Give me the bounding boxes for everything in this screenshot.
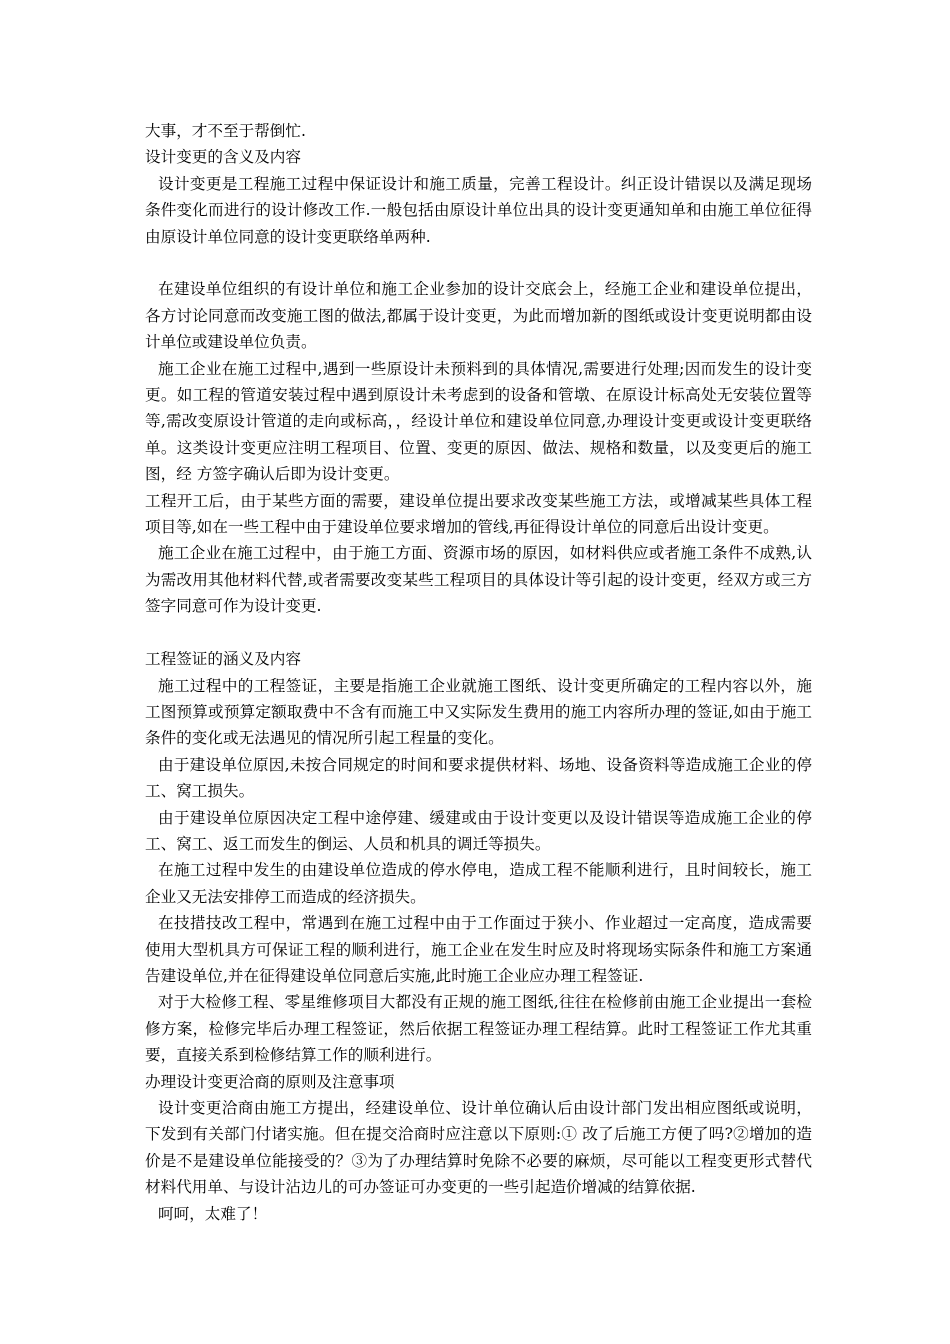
paragraph-construction-unforeseen: 施工企业在施工过程中,遇到一些原设计未预料到的具体情况,需要进行处理;因而发生的设计变更。如工程的管道安装过程中遇到原设计未考虑到的设备和管墩、在原设计标高处无安装位置等等,需改变原设计管道的走向或标高，，经设计单位和建设单位同意,办理设计变更或设计变更联络单。这类设计变更应注明工程项目、位置、变更的原因、做法、规格和数量，以及变更后的施工图，经 方签字确认后即为设计变更。 xyxy=(145,359,812,484)
paragraph-visa-delay-supply: 由于建设单位原因,未按合同规定的时间和要求提供材料、场地、设备资料等造成施工企业的停工、窝工损失。 xyxy=(145,755,812,801)
paragraph-visa-definition: 施工过程中的工程签证，主要是指施工企业就施工图纸、设计变更所确定的工程内容以外，施工图预算或预算定额取费中不含有而施工中又实际发生费用的施工内容所办理的签证,如由于施工条件的变化或无法遇见的情况所引起工程量的变化。 xyxy=(145,676,812,748)
paragraph-closing-remark: 呵呵，太难了！ xyxy=(158,1204,268,1223)
paragraph-material-substitution: 施工企业在施工过程中，由于施工方面、资源市场的原因，如材料供应或者施工条件不成熟,认为需改用其他材料代替,或者需要改变某些工程项目的具体设计等引起的设计变更，经双方或三方签字同意可作为设计变更. xyxy=(145,544,812,616)
paragraph-visa-suspension: 由于建设单位原因决定工程中途停建、缓建或由于设计变更以及设计错误等造成施工企业的停工、窝工、返工而发生的倒运、人员和机具的调迁等损失。 xyxy=(145,808,812,853)
section-heading-negotiation-principles: 办理设计变更洽商的原则及注意事项 xyxy=(145,1072,395,1091)
paragraph-visa-power-outage: 在施工过程中发生的由建设单位造成的停水停电，造成工程不能顺利进行，且时间较长，施工企业又无法安排停工而造成的经济损失。 xyxy=(145,861,812,906)
paragraph-negotiation-principles: 设计变更洽商由施工方提出，经建设单位、设计单位确认后由设计部门发出相应图纸或说明，下发到有关部门付诸实施。但在提交洽商时应注意以下原则:① 改了后施工方便了吗?②增加的造价是不是建设单位能接受的？③为了办理结算时免除不必要的麻烦，尽可能以工程变更形式替代材料代用单、与设计沾边儿的可办签证可办变更的一些引起造价增减的结算依据. xyxy=(145,1099,812,1197)
section-heading-design-change: 设计变更的含义及内容 xyxy=(145,148,301,167)
paragraph-continuation: 大事，才不至于帮倒忙. xyxy=(145,122,306,140)
paragraph-visa-technical-renovation: 在技措技改工程中，常遇到在施工过程中由于工作面过于狭小、作业超过一定高度，造成需要使用大型机具方可保证工程的顺利进行，施工企业在发生时应及时将现场实际条件和施工方案通告建设单位,并在征得建设单位同意后实施,此时施工企业应办理工程签证. xyxy=(145,914,812,985)
paragraph-design-disclosure-meeting: 在建设单位组织的有设计单位和施工企业参加的设计交底会上，经施工企业和建设单位提出，各方讨论同意而改变施工图的做法,都属于设计变更，为此而增加新的图纸或设计变更说明都由设计单位或建设单位负责。 xyxy=(145,280,812,352)
paragraph-visa-overhaul: 对于大检修工程、零星维修项目大都没有正规的施工图纸,往往在检修前由施工企业提出一套检修方案，检修完毕后办理工程签证，然后依据工程签证办理工程结算。此时工程签证工作尤其重要，直接关系到检修结算工作的顺利进行。 xyxy=(145,993,812,1065)
paragraph-after-commencement: 工程开工后，由于某些方面的需要，建设单位提出要求改变某些施工方法，或增减某些具体工程项目等,如在一些工程中由于建设单位要求增加的管线,再征得设计单位的同意后出设计变更。 xyxy=(145,491,812,537)
document-body xyxy=(145,118,812,1227)
paragraph-design-change-definition: 设计变更是工程施工过程中保证设计和施工质量，完善工程设计。纠正设计错误以及满足现场条件变化而进行的设计修改工作.一般包括由原设计单位出具的设计变更通知单和由施工单位征得由原设计单位同意的设计变更联络单两种. xyxy=(145,174,812,246)
section-heading-engineering-visa: 工程签证的涵义及内容 xyxy=(145,650,301,669)
